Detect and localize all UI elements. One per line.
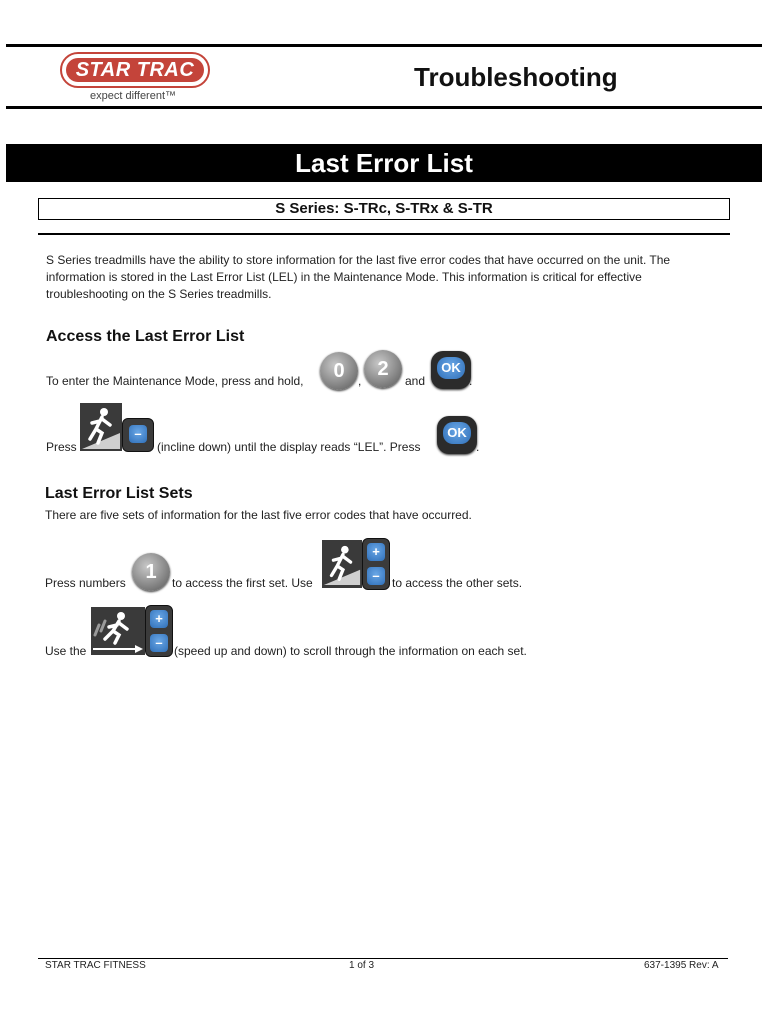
two-button-icon: 2 [364,350,402,388]
speed-runner-icon [91,607,145,655]
access-line1-text: To enter the Maintenance Mode, press and hold, [46,374,304,388]
sets-line2-prefix: Use the [45,644,87,658]
period-text: . [469,374,473,388]
top-rule [6,44,762,47]
intro-paragraph: S Series treadmills have the ability to store information for the last five error codes that have occurred on the unit. The information is stored in the Last Error List (LEL) in the Maintenance Mode. This information is critical for effective troubleshooting on the S Series treadmills. [46,253,671,301]
ok-button-icon-2 [437,416,480,454]
subtitle-rule [38,233,730,235]
ok-label-2: OK [443,422,471,444]
footer-rule [38,958,728,959]
minus-icon: – [129,425,147,443]
page-subtitle: S Series: S-TRc, S-TRx & S-TR [38,198,730,220]
access-line2-text: (incline down) until the display reads “LEL”. Press [157,440,421,454]
minus-icon-2: – [367,567,385,585]
incline-minus-key [122,418,154,452]
sets-line2-suffix: (speed up and down) to scroll through the information on each set. [174,644,527,658]
incline-runner-icon [80,403,122,451]
minus-icon-3: – [150,634,168,652]
period-text-2: . [476,440,480,454]
logo-tagline: expect different™ [90,90,177,102]
ok-button-icon [431,351,471,389]
plus-icon: + [367,543,385,561]
logo-wordmark: STAR TRAC [66,58,204,82]
logo-pill [60,52,210,88]
footer-company: STAR TRAC FITNESS [45,960,146,971]
star-trac-logo [60,52,212,108]
footer-doc-number: 637-1395 Rev: A [644,960,719,971]
comma-text: , [358,374,362,388]
sets-line1-suffix: to access the other sets. [392,576,523,590]
sets-heading: Last Error List Sets [45,485,193,502]
section-title: Troubleshooting [414,62,618,92]
plus-icon-2: + [150,610,168,628]
sets-line1-prefix: Press numbers [45,576,126,590]
sets-line1-mid: to access the first set. Use [172,576,313,590]
incline-plus-minus-key [362,538,390,590]
sets-description: There are five sets of information for the last five error codes that have occurred. [45,508,472,522]
page-title: Last Error List [6,144,762,182]
one-button-icon: 1 [132,553,170,591]
speed-plus-minus-key [145,605,173,657]
footer-page-number: 1 of 3 [349,960,375,971]
access-line2-prefix: Press [46,440,77,454]
access-heading: Access the Last Error List [46,328,245,345]
ok-label: OK [437,357,465,379]
and-text: and [405,374,426,388]
incline-runner-icon-2 [322,540,362,588]
zero-button-icon: 0 [320,352,358,390]
